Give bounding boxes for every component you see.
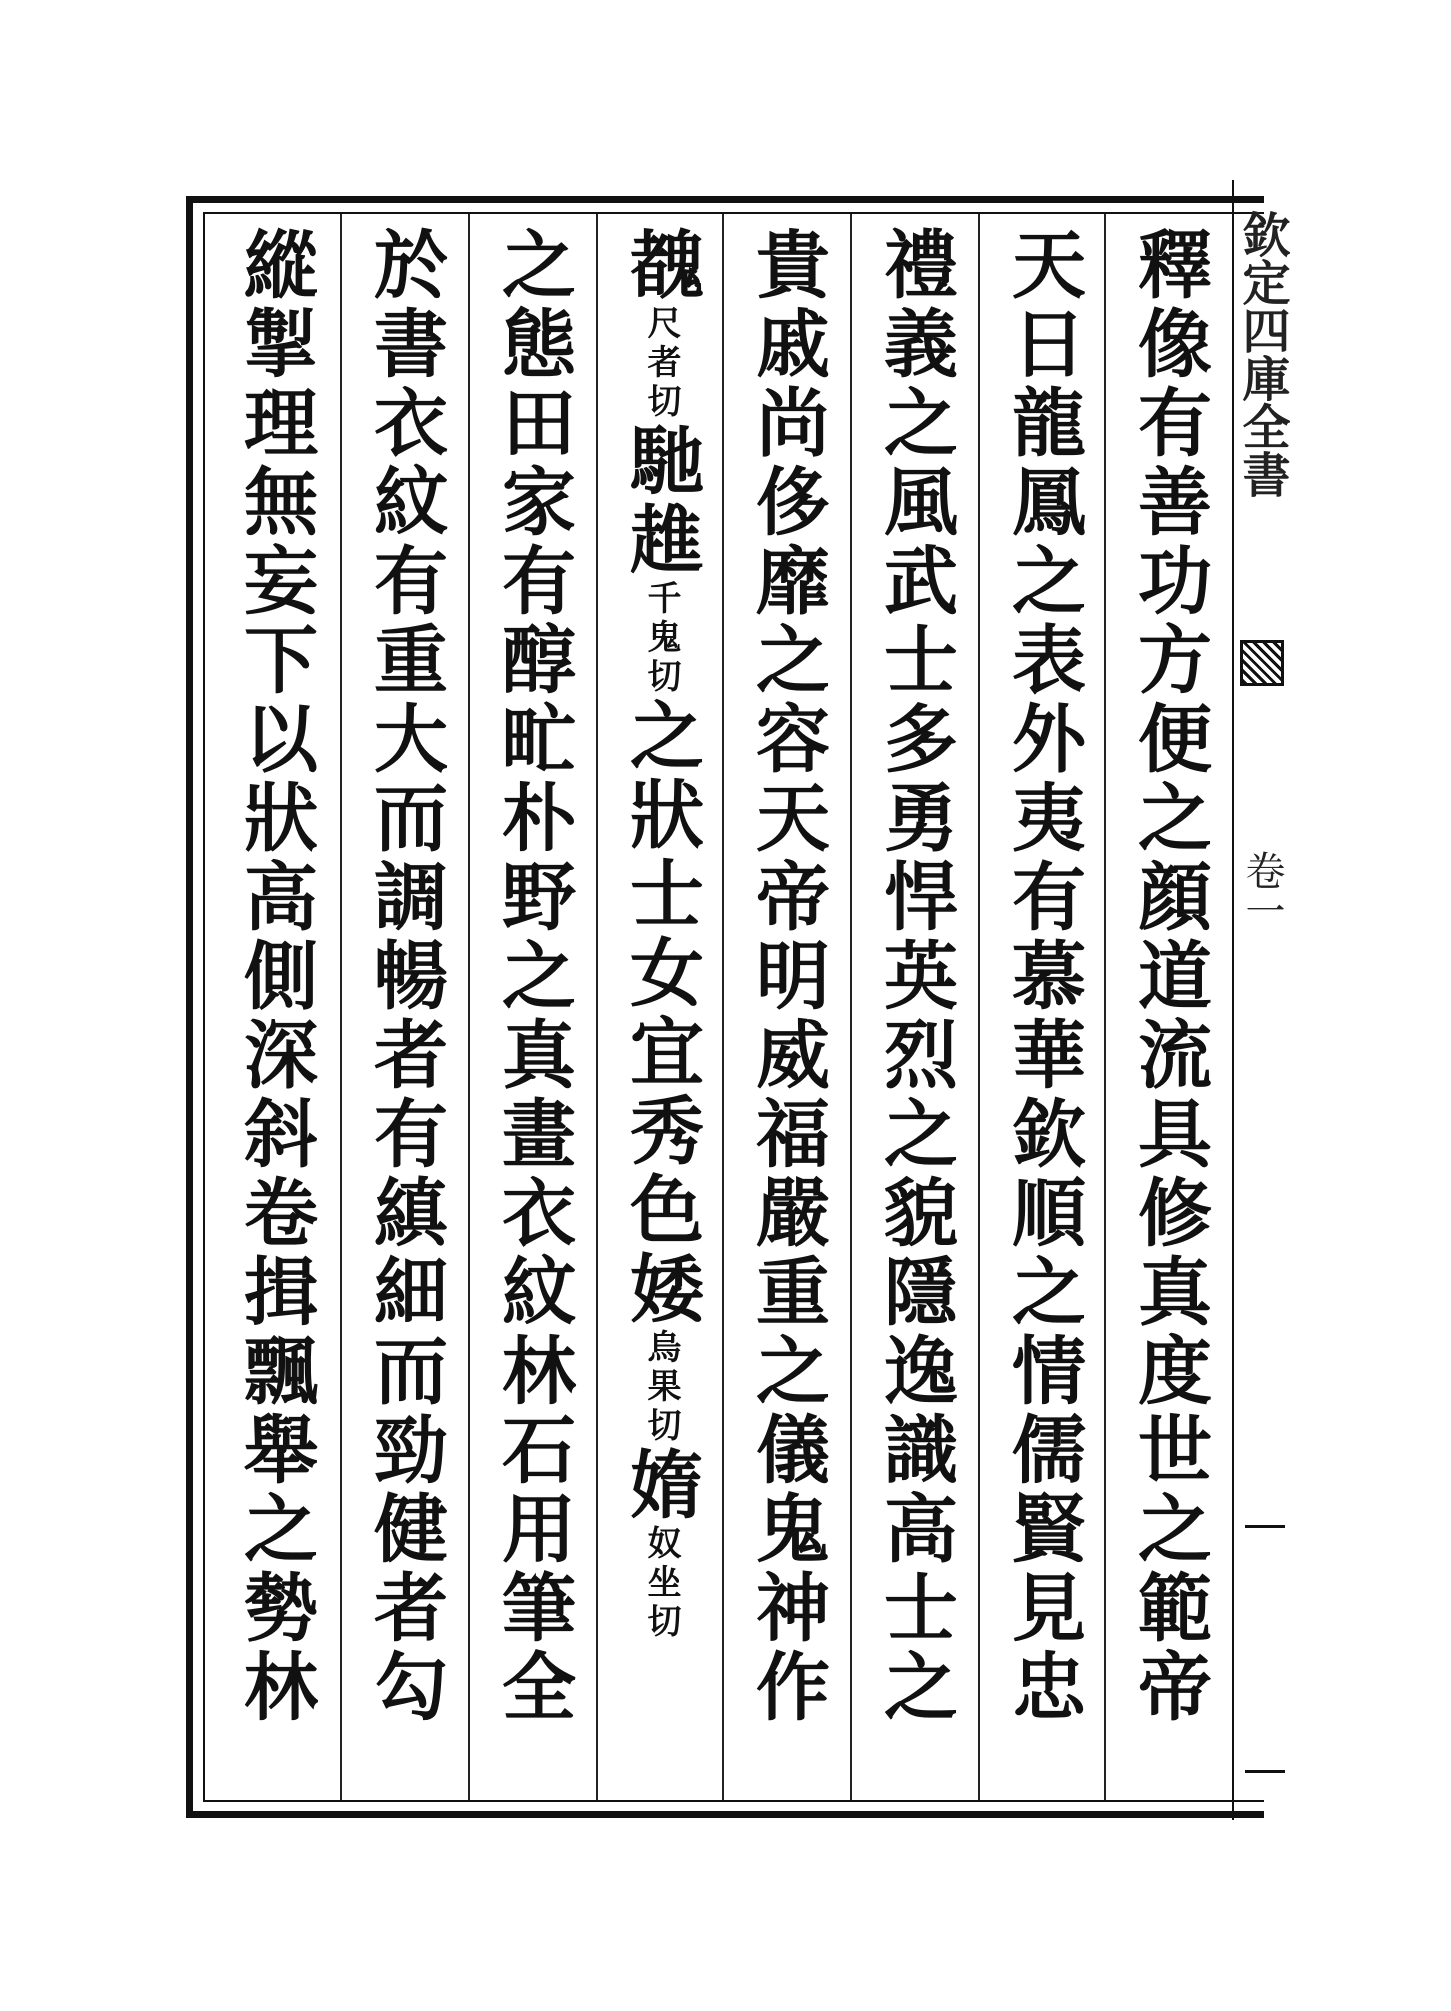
column-rule	[596, 214, 598, 1800]
fishtail-mark-icon	[1240, 640, 1284, 686]
column-5-annotation-1: 尺者切	[641, 305, 681, 422]
text-column-8: 縱掣理無妄下以狀高側深斜卷揖飄舉之勢林	[232, 226, 318, 1727]
column-rule	[722, 214, 724, 1800]
margin-tick	[1245, 1525, 1285, 1528]
column-5-text-2: 馳趡	[618, 422, 704, 580]
text-column-4: 貴戚尚侈靡之容天帝明威福嚴重之儀鬼神作	[744, 226, 830, 1727]
text-column-7: 於書衣紋有重大而調暢者有縝細而勁健者勾	[362, 226, 448, 1727]
book-title: 欽定四庫全書	[1234, 210, 1290, 498]
column-5-text-1: 䰩	[618, 226, 704, 305]
column-5-annotation-2: 千鬼切	[641, 580, 681, 697]
column-5-annotation-3: 烏果切	[641, 1329, 681, 1446]
column-rule	[340, 214, 342, 1800]
column-5-annotation-4: 奴坐切	[641, 1525, 681, 1642]
text-column-6: 之態田家有醇甿朴野之真畫衣紋林石用筆全	[490, 226, 576, 1727]
margin-tick	[1245, 1770, 1285, 1773]
column-5-text-4: 媠	[618, 1446, 704, 1525]
text-column-5	[602, 226, 720, 1786]
column-rule	[1104, 214, 1106, 1800]
text-column-3: 禮義之風武士多勇悍英烈之貌隱逸識高士之	[872, 226, 958, 1727]
volume-label: 卷一	[1239, 850, 1285, 930]
column-5-text-3: 之狀士女宜秀色婑	[618, 697, 704, 1329]
text-column-2: 天日龍鳳之表外夷有慕華欽順之情儒賢見忠	[1000, 226, 1086, 1727]
column-rule	[468, 214, 470, 1800]
column-rule	[978, 214, 980, 1800]
column-rule	[850, 214, 852, 1800]
text-column-1: 釋像有善功方便之顔道流具修真度世之範帝	[1126, 226, 1212, 1727]
